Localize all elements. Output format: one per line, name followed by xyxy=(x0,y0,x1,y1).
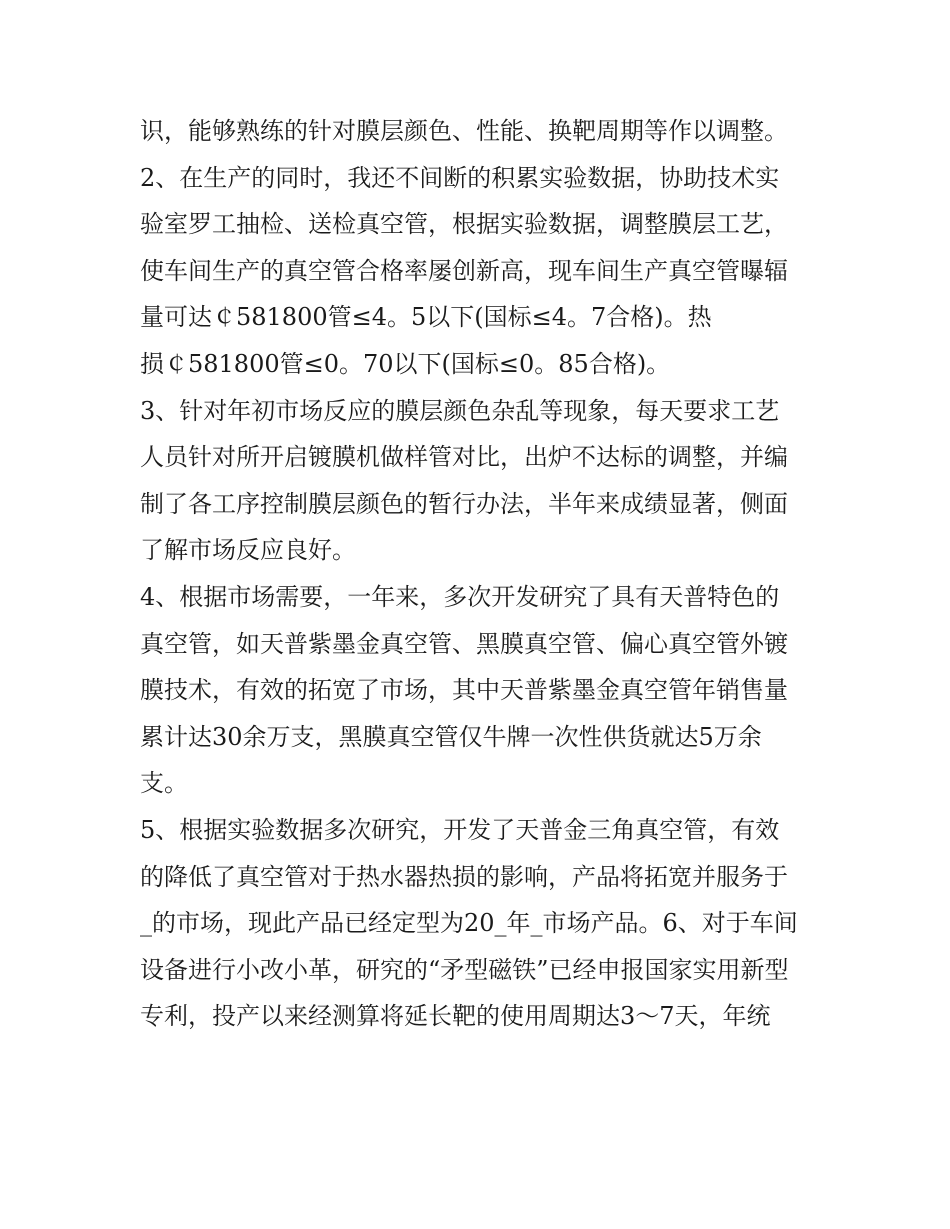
text-line: 设备进行小改小革，研究的“矛型磁铁”已经申报国家实用新型 xyxy=(140,955,789,984)
text-line: 的降低了真空管对于热水器热损的影响，产品将拓宽并服务于 xyxy=(140,862,788,891)
text-line: 制了各工序控制膜层颜色的暂行办法，半年来成绩显著，侧面 xyxy=(140,489,788,518)
text-line: 验室罗工抽检、送检真空管，根据实验数据，调整膜层工艺， xyxy=(140,210,788,239)
text-line: 使车间生产的真空管合格率屡创新高，现车间生产真空管曝辐 xyxy=(140,256,788,285)
text-line: _的市场，现此产品已经定型为20_年_市场产品。6、对于车间 xyxy=(140,909,798,938)
text-line: 专利，投产以来经测算将延长靶的使用周期达3～7天，年统 xyxy=(140,1002,771,1031)
text-line: 膜技术，有效的拓宽了市场，其中天普紫墨金真空管年销售量 xyxy=(140,676,788,705)
text-line: 损￠581800管≤0。70以下(国标≤0。85合格)。 xyxy=(140,349,671,378)
text-line: 量可达￠581800管≤4。5以下(国标≤4。7合格)。热 xyxy=(140,303,712,332)
text-line: 了解市场反应良好。 xyxy=(140,536,356,565)
text-line: 累计达30余万支，黑膜真空管仅牛牌一次性供货就达5万余 xyxy=(140,722,762,751)
text-line: 5、根据实验数据多次研究，开发了天普金三角真空管，有效 xyxy=(140,815,780,844)
text-line: 2、在生产的同时，我还不间断的积累实验数据，协助技术实 xyxy=(140,163,780,192)
text-line: 识，能够熟练的针对膜层颜色、性能、换靶周期等作以调整。 xyxy=(140,117,788,145)
text-line: 4、根据市场需要，一年来，多次开发研究了具有天普特色的 xyxy=(140,582,780,611)
text-line: 支。 xyxy=(140,769,188,798)
text-line: 人员针对所开启镀膜机做样管对比，出炉不达标的调整，并编 xyxy=(140,443,788,472)
text-line: 3、针对年初市场反应的膜层颜色杂乱等现象，每天要求工艺 xyxy=(140,396,780,425)
text-line: 真空管，如天普紫墨金真空管、黑膜真空管、偏心真空管外镀 xyxy=(140,629,788,658)
body-text xyxy=(140,108,830,1040)
